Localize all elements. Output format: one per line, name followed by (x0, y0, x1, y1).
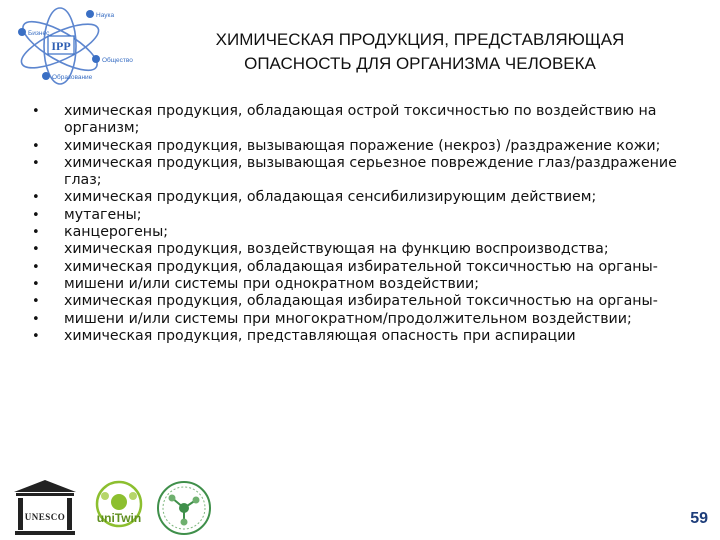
bullet-icon: • (32, 259, 40, 275)
list-item: • химическая продукция, воздействующая на функцию воспроизводства; (32, 241, 609, 258)
list-item: • мишени и/или системы при однократном воздействии; (32, 275, 480, 292)
footer (0, 470, 720, 540)
list-item: • химическая продукция, обладающая острой токсичностью по воздействию на организм; (32, 103, 657, 137)
unitwin-text: uniTwin (96, 511, 142, 525)
list-item: • химическая продукция, обладающая избирательной токсичностью на органы- (32, 293, 658, 310)
list-item: • химическая продукция, обладающая сенсибилизирующим действием; (32, 189, 597, 206)
bullet-icon: • (32, 328, 40, 344)
bullet-icon: • (32, 311, 40, 327)
title-line-1: ХИМИЧЕСКАЯ ПРОДУКЦИЯ, ПРЕДСТАВЛЯЮЩАЯ (215, 30, 625, 49)
unesco-logo (12, 478, 78, 538)
logo-label-education: Образование (52, 74, 93, 81)
list-item: • мишени и/или системы при многократном/продолжительном воздействии; (32, 310, 632, 327)
bullet-icon: • (32, 155, 40, 171)
bullet-icon: • (32, 207, 40, 223)
list-item: • химическая продукция, вызывающая серьезное повреждение глаз/раздражение глаз; (32, 154, 677, 189)
logo-label-business: Бизнес (28, 30, 50, 37)
logo-label-science: Наука (96, 12, 115, 19)
bullet-icon: • (32, 190, 40, 206)
list-item: • мутагены; (32, 206, 142, 223)
bullet-icon: • (32, 294, 40, 310)
logo-center-text: IPP (51, 39, 71, 53)
atom-logo (10, 6, 140, 86)
list-item: • химическая продукция, обладающая избирательной токсичностью на органы- (32, 258, 658, 275)
bullet-icon: • (32, 276, 40, 292)
logo-label-society: Общество (102, 57, 133, 64)
bullet-icon: • (32, 138, 40, 154)
bullet-icon: • (32, 242, 40, 258)
title-line-2: ОПАСНОСТЬ ДЛЯ ОРГАНИЗМА ЧЕЛОВЕКА (244, 54, 596, 73)
page-title (150, 28, 690, 76)
list-item: • канцерогены; (32, 224, 169, 241)
page-number: 59 (690, 510, 708, 527)
molecule-emblem (154, 478, 214, 538)
hazard-list (30, 103, 700, 345)
unesco-text: UNESCO (24, 512, 66, 522)
bullet-icon: • (32, 104, 40, 119)
list-item: • химическая продукция, представляющая опасность при аспирации (32, 327, 576, 344)
list-item: • химическая продукция, вызывающая поражение (некроз) /раздражение кожи; (32, 137, 661, 154)
unitwin-logo (88, 478, 150, 538)
bullet-icon: • (32, 225, 40, 241)
